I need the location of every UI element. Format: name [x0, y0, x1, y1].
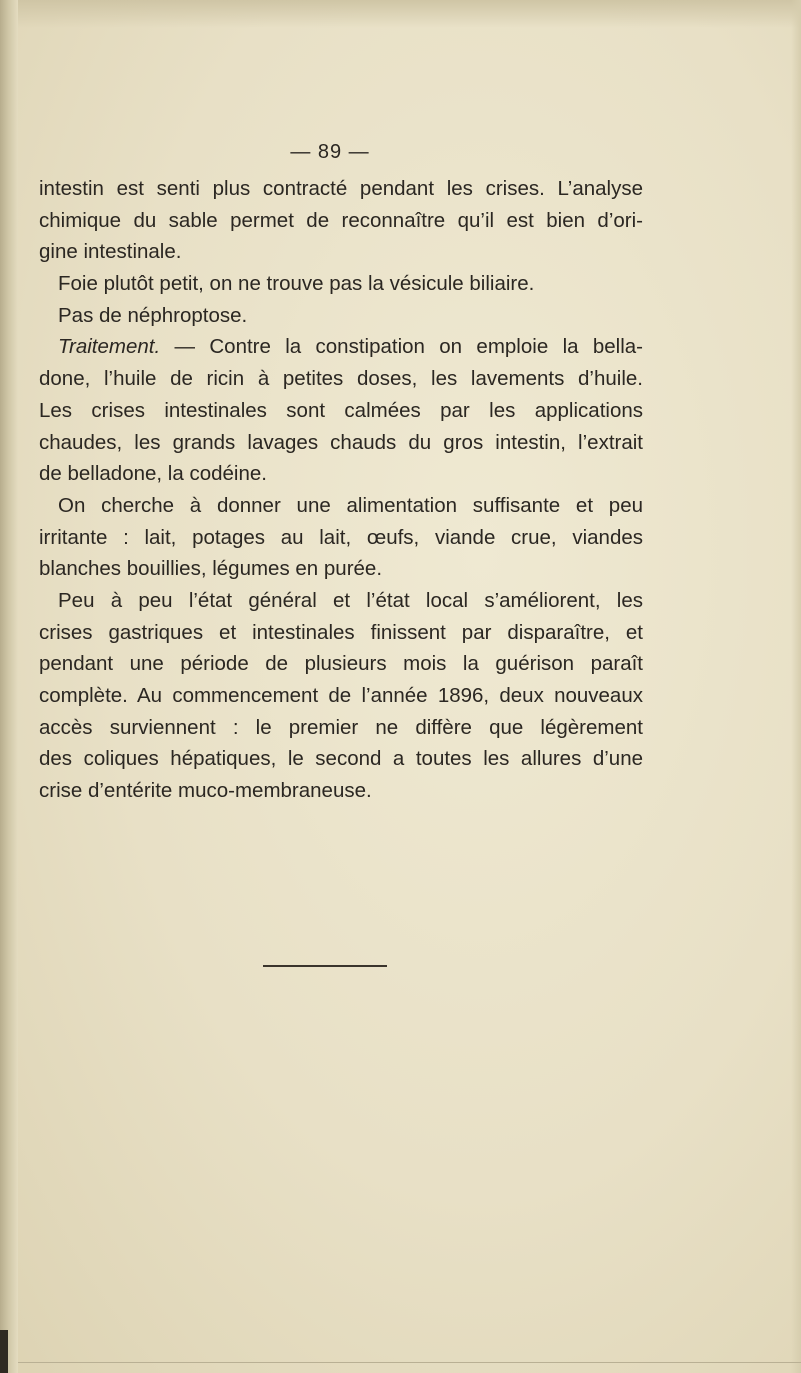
text-line: crise d’entérite muco-membraneuse.	[39, 779, 372, 803]
text-line: accès surviennent : le premier ne diffère que légèrement	[39, 715, 643, 739]
binding-edge	[0, 0, 18, 1373]
text-line: intestin est senti plus contracté pendant les crises. L’analyse	[39, 177, 643, 200]
text-line: complète. Au commencement de l’année 1896, deux nouveaux	[39, 684, 643, 707]
section-divider	[263, 965, 387, 967]
text-line: pendant une période de plusieurs mois la guérison paraît	[39, 652, 643, 676]
text-line: de belladone, la codéine.	[39, 462, 267, 486]
section-heading: Traitement.	[58, 335, 161, 359]
top-page-shadow	[0, 0, 801, 28]
text-line: done, l’huile de ricin à petites doses, les lavements d’huile.	[39, 367, 643, 391]
text-line: chimique du sable permet de reconnaître qu’il est bien d’ori-	[39, 208, 643, 232]
page-number: — 89 —	[290, 141, 370, 163]
right-page-edge	[791, 0, 801, 1373]
binding-edge-dark	[0, 1330, 8, 1373]
text-line: Les crises intestinales sont calmées par les applications	[39, 398, 643, 422]
text-line-heading	[39, 331, 643, 363]
text-line: blanches bouillies, légumes en purée.	[39, 557, 383, 581]
text-line: gine intestinale.	[39, 240, 182, 264]
text-line: Peu à peu l’état général et l’état local s’améliorent, les	[58, 588, 643, 612]
body-text	[39, 173, 643, 807]
text-line: crises gastriques et intestinales finissent par disparaître, et	[39, 620, 643, 644]
text-line-rest: — Contre la constipation on emploie la bella-	[174, 335, 644, 359]
text-line: Foie plutôt petit, on ne trouve pas la vésicule biliaire.	[58, 272, 535, 296]
text-line: On cherche à donner une alimentation suffisante et peu	[58, 493, 643, 517]
text-line: irritante : lait, potages au lait, œufs, viande crue, viandes	[39, 525, 643, 549]
text-line: des coliques hépatiques, le second a toutes les allures d’une	[39, 747, 643, 771]
text-line: Pas de néphroptose.	[58, 303, 248, 327]
text-line: chaudes, les grands lavages chauds du gros intestin, l’extrait	[39, 430, 643, 454]
bottom-page-edge	[18, 1362, 801, 1363]
